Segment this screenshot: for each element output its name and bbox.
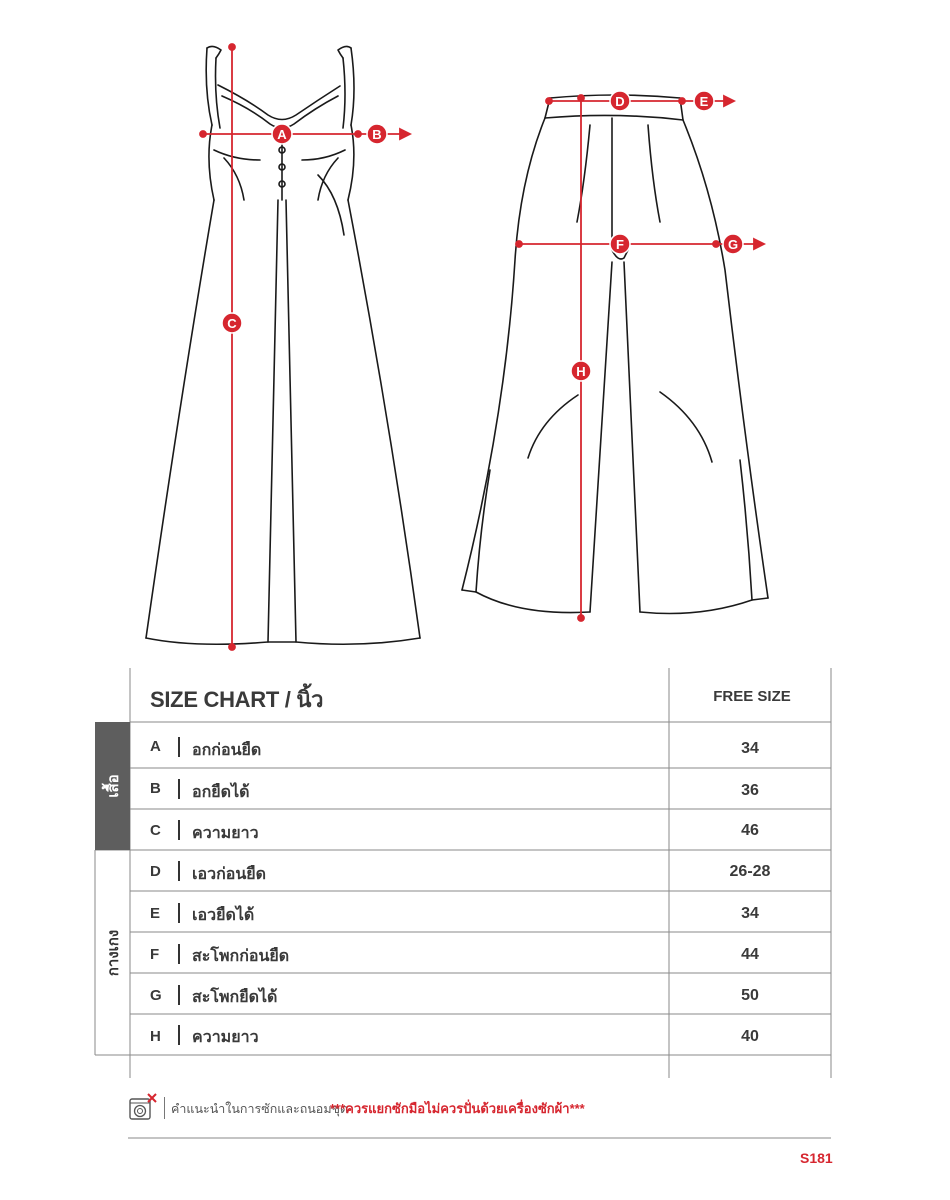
row-label: สะโพกก่อนยืด: [192, 948, 290, 965]
group-label-pants-text: กางเกง: [104, 929, 122, 976]
marker-d: [610, 91, 630, 111]
row-value: 26-28: [729, 863, 771, 880]
no-machine-wash-icon: [128, 1093, 158, 1121]
row-code: B: [150, 780, 161, 797]
row-label: ความยาว: [192, 1029, 259, 1046]
row-divider: [178, 1025, 180, 1045]
svg-text:B: B: [372, 127, 382, 142]
row-code: D: [150, 863, 161, 880]
row-label: เอวก่อนยืด: [192, 866, 267, 883]
row-divider: [178, 737, 180, 757]
care-warning: ***ควรแยกซักมือไม่ควรปั่นด้วยเครื่องซักผ้า***: [330, 1101, 585, 1116]
marker-h: [571, 361, 591, 381]
row-code: F: [150, 946, 160, 963]
row-label: สะโพกยืดได้: [192, 989, 278, 1006]
group-label-pants: [95, 850, 130, 1055]
svg-text:F: F: [616, 237, 624, 252]
svg-text:D: D: [615, 94, 625, 109]
marker-g: [723, 234, 743, 254]
row-code: A: [150, 738, 161, 755]
size-chart-title: SIZE CHART / นิ้ว: [150, 687, 324, 712]
row-code: E: [150, 905, 161, 922]
row-label: เอวยืดได้: [192, 907, 255, 924]
pants-drawing: [462, 95, 768, 614]
row-code: G: [150, 987, 162, 1004]
row-divider: [178, 861, 180, 881]
row-code: C: [150, 822, 161, 839]
row-value: 46: [741, 822, 759, 839]
row-value: 40: [741, 1028, 759, 1045]
row-value: 34: [741, 740, 759, 757]
marker-f: [610, 234, 630, 254]
group-label-top-text: เสื้อ: [104, 774, 122, 798]
row-divider: [178, 820, 180, 840]
free-size-header: FREE SIZE: [713, 688, 791, 705]
svg-text:E: E: [699, 94, 709, 109]
row-label: ความยาว: [192, 825, 259, 842]
row-value: 50: [741, 987, 759, 1004]
row-divider: [178, 985, 180, 1005]
care-instructions-label: คำแนะนำในการซักและถนอมชุด: [171, 1102, 349, 1116]
marker-c: [222, 313, 242, 333]
marker-b: [367, 124, 387, 144]
svg-text:H: H: [576, 364, 586, 379]
product-code: S181: [800, 1150, 833, 1166]
row-divider: [178, 944, 180, 964]
svg-text:C: C: [227, 316, 237, 331]
group-label-top: [95, 722, 130, 850]
svg-text:G: G: [727, 237, 739, 252]
row-divider: [178, 779, 180, 799]
row-divider: [178, 903, 180, 923]
row-value: 44: [741, 946, 759, 963]
row-label: อกก่อนยืด: [192, 742, 262, 759]
row-value: 36: [741, 782, 759, 799]
marker-e: [694, 91, 714, 111]
row-label: อกยืดได้: [192, 784, 250, 801]
row-value: 34: [741, 905, 759, 922]
row-code: H: [150, 1028, 161, 1045]
marker-a: [272, 124, 292, 144]
footer-divider: [164, 1097, 165, 1119]
svg-text:A: A: [277, 127, 287, 142]
